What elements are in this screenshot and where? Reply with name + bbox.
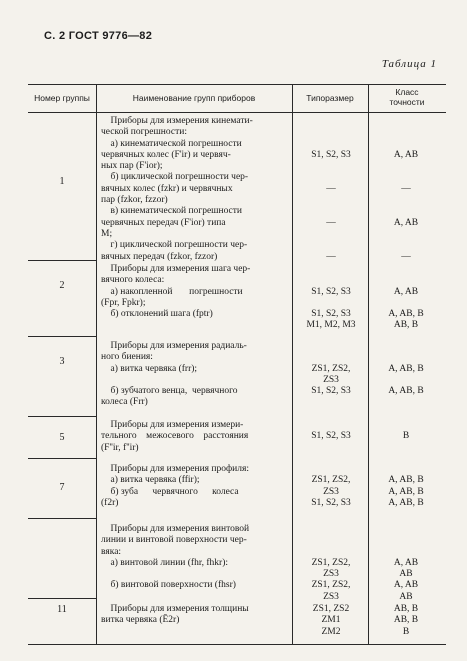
accuracy-class: A, AB A, AB, B AB, B [388,286,424,331]
col-header-group: Номер группы [34,93,90,103]
group-number: 1 [59,176,65,187]
type-size: ZS1, ZS2, ZS3 S1, S2, S3 [311,475,351,508]
group-description: Приборы для измерения шага чер- вячного колеса: а) накопленной погрешности (Fpr, Fpkr); б) отклонений шага (fptr) [101,264,251,320]
accuracy-class: A, AB, B A, AB, B A, AB, B [388,475,424,508]
accuracy-class: A, AB AB A, AB AB [393,557,419,602]
col-header-class: Класс точности [389,87,425,107]
group-description: Приборы для измерения винтовой линии и винтовой поверхности чер- вяка: а) винтовой линии (fhr, fhkr): б) винтовой поверхности (fhsr) [101,524,250,591]
column-divider-2 [292,84,293,644]
group-number: 11 [57,604,67,615]
accuracy-class: B [402,431,410,442]
column-divider-3 [368,84,369,644]
column-divider-1 [96,84,97,644]
type-size: ZS1, ZS2, ZS3 S1, S2, S3 [311,363,351,397]
table-bottom-border [28,644,446,645]
type-size: S1, S2, S3 S1, S2, S3 M1, M2, M3 [306,286,356,331]
accuracy-class: A, AB — A, AB — [393,149,419,262]
group-description: Приборы для измерения толщины витка червяка (Ē2r) [101,604,249,626]
group-description: Приборы для измерения измери- тельного межосевого расстояния (F''ir, f''ir) [101,420,249,453]
group-description: Приборы для измерения радиаль- ного биения: а) витка червяка (frr); б) зубчатого венца, червячного колеса (Frr) [101,341,247,408]
type-size: ZS1, ZS2, ZS3 ZS1, ZS2, ZS3 [311,557,351,602]
group-number: 3 [59,356,65,367]
type-size: S1, S2, S3 [311,431,351,442]
table-label: Таблица 1 [381,58,437,70]
group-description: Приборы для измерения кинемати- ческой погрешности: а) кинематической погрешности червячных колес (F'ir) и червяч- ных пар (F'ior); б) циклической погрешности чер- вячных колес (fzkr) и червячных пар (fzkor, fzzor) в) кинематической погрешности червячных передач (F'ior) типа М; г) циклической погрешности чер- вячных передач (fzkor, fzzor) [101,116,253,262]
group-number: 2 [59,280,65,291]
row-separator [28,518,96,519]
row-separator [28,458,96,459]
group-description: Приборы для измерения профиля: а) витка червяка (ffir); б) зуба червячного колеса (f2r) [101,464,249,508]
row-separator [28,598,96,599]
table-top-border [28,84,446,85]
data-table [28,84,446,644]
type-size: S1, S2, S3 — — — [311,149,351,262]
accuracy-class: A, AB, B A, AB, B [388,363,424,397]
col-header-type: Типоразмер [306,93,354,103]
type-size: ZS1, ZS2 ZM1 ZM2 [312,604,350,637]
row-separator [28,416,96,417]
group-number: 5 [59,432,65,443]
group-number: 7 [59,482,65,493]
accuracy-class: AB, B AB, B B [393,604,419,637]
row-separator [28,336,96,337]
col-header-name: Наименование групп приборов [132,93,256,103]
row-separator [28,260,96,261]
header-divider [28,112,446,113]
page-header: С. 2 ГОСТ 9776—82 [44,30,153,42]
